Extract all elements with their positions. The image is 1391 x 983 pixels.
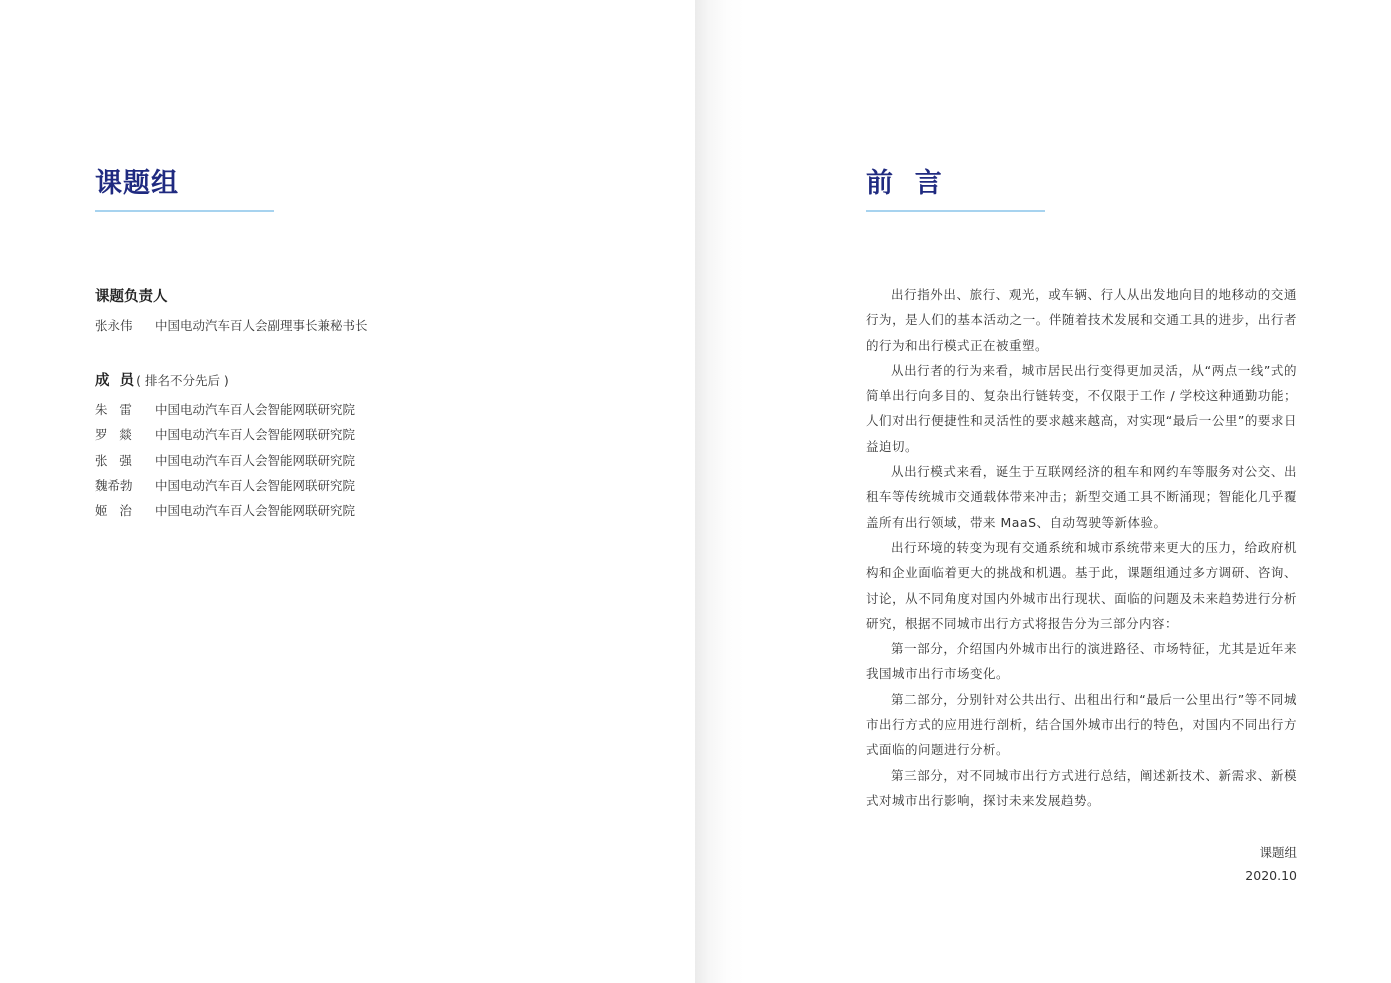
member-affiliation: 中国电动汽车百人会智能网联研究院 bbox=[155, 503, 356, 518]
member-affiliation: 中国电动汽车百人会智能网联研究院 bbox=[155, 427, 356, 442]
leader-row bbox=[95, 318, 368, 334]
page-title-research-group: 课题组 bbox=[95, 168, 179, 199]
member-row bbox=[95, 427, 355, 443]
leader-name: 张永伟 bbox=[95, 318, 133, 333]
date: 2020.10 bbox=[1245, 868, 1297, 883]
members-order-note: ( 排名不分先后 ) bbox=[136, 373, 229, 388]
preface-paragraph: 第二部分，分别针对公共出行、出租出行和“最后一公里出行”等不同城市出行方式的应用进行剖析，结合国外城市出行的特色，对国内不同出行方式面临的问题进行分析。 bbox=[866, 691, 1297, 758]
member-name: 魏希勃 bbox=[95, 478, 133, 493]
members-title: 成 员 bbox=[95, 373, 135, 389]
member-row bbox=[95, 503, 355, 519]
page-title-preface: 前 言 bbox=[866, 168, 943, 199]
member-name: 张 强 bbox=[95, 453, 132, 468]
member-row bbox=[95, 478, 355, 494]
preface-paragraph: 出行环境的转变为现有交通系统和城市系统带来更大的压力，给政府机构和企业面临着更大的挑战和机遇。基于此，课题组通过多方调研、咨询、讨论，从不同角度对国内外城市出行现状、面临的问题及未来趋势进行分析研究，根据不同城市出行方式将报告分为三部分内容： bbox=[866, 539, 1297, 631]
title-underline bbox=[866, 210, 1045, 212]
preface-paragraph: 第三部分，对不同城市出行方式进行总结，阐述新技术、新需求、新模式对城市出行影响，探讨未来发展趋势。 bbox=[866, 767, 1297, 808]
member-name: 朱 雷 bbox=[95, 402, 132, 417]
left-page bbox=[0, 0, 695, 983]
preface-body bbox=[866, 282, 1297, 813]
preface-paragraph: 从出行者的行为来看，城市居民出行变得更加灵活，从“两点一线”式的简单出行向多目的、复杂出行链转变，不仅限于工作 / 学校这种通勤功能；人们对出行便捷性和灵活性的要求越来越高，对实现“最后一公里”的要求日益迫切。 bbox=[866, 362, 1297, 454]
project-leader-label: 课题负责人 bbox=[95, 289, 168, 305]
member-row bbox=[95, 453, 355, 469]
title-underline bbox=[95, 210, 274, 212]
leader-position: 中国电动汽车百人会副理事长兼秘书长 bbox=[155, 318, 368, 333]
member-affiliation: 中国电动汽车百人会智能网联研究院 bbox=[155, 402, 356, 417]
member-name: 罗 燚 bbox=[95, 427, 132, 442]
signature: 课题组 bbox=[1259, 845, 1297, 860]
member-name: 姬 治 bbox=[95, 503, 132, 518]
members-label bbox=[95, 369, 229, 390]
preface-paragraph: 第一部分，介绍国内外城市出行的演进路径、市场特征，尤其是近年来我国城市出行市场变化。 bbox=[866, 641, 1297, 682]
preface-paragraph: 从出行模式来看，诞生于互联网经济的租车和网约车等服务对公交、出租车等传统城市交通载体带来冲击；新型交通工具不断涌现；智能化几乎覆盖所有出行领域，带来 MaaS、自动驾驶等新体验。 bbox=[866, 464, 1297, 530]
member-affiliation: 中国电动汽车百人会智能网联研究院 bbox=[155, 453, 356, 468]
member-row bbox=[95, 402, 355, 418]
member-affiliation: 中国电动汽车百人会智能网联研究院 bbox=[155, 478, 356, 493]
preface-paragraph: 出行指外出、旅行、观光，或车辆、行人从出发地向目的地移动的交通行为，是人们的基本活动之一。伴随着技术发展和交通工具的进步，出行者的行为和出行模式正在被重塑。 bbox=[866, 287, 1297, 353]
